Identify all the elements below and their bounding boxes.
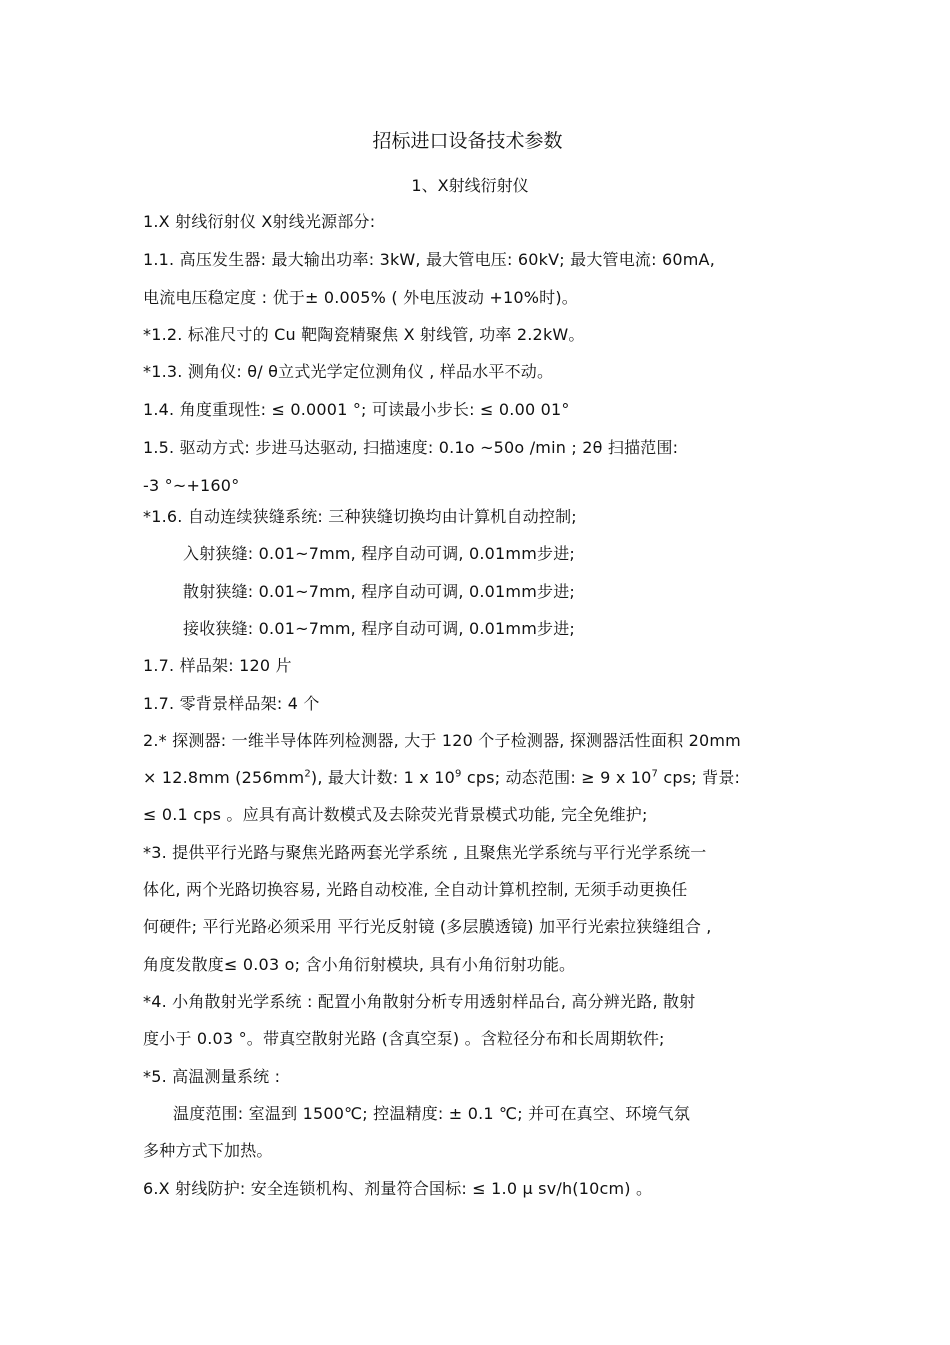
spec-line: 接收狭缝: 0.01~7mm, 程序自动可调, 0.01mm步进; bbox=[183, 619, 575, 638]
spec-line: *4. 小角散射光学系统 : 配置小角散射分析专用透射样品台, 高分辨光路, 散射 bbox=[143, 992, 696, 1011]
spec-line: *5. 高温测量系统 : bbox=[143, 1067, 281, 1086]
spec-line: 1.X 射线衍射仪 X射线光源部分: bbox=[143, 212, 376, 231]
spec-line: *1.3. 测角仪: θ/ θ立式光学定位测角仪 , 样品水平不动。 bbox=[143, 362, 554, 381]
superscript: 9 bbox=[454, 768, 462, 780]
spec-line: 2.* 探测器: 一维半导体阵列检测器, 大于 120 个子检测器, 探测器活性面积 20mm bbox=[143, 731, 741, 750]
spec-line: 度小于 0.03 °。带真空散射光路 (含真空泵) 。含粒径分布和长周期软件; bbox=[143, 1029, 665, 1048]
spec-line: *1.2. 标准尺寸的 Cu 靶陶瓷精聚焦 X 射线管, 功率 2.2kW。 bbox=[143, 325, 585, 344]
spec-line: 电流电压稳定度 : 优于± 0.005% ( 外电压波动 +10%时)。 bbox=[143, 288, 578, 307]
spec-line: 1.7. 样品架: 120 片 bbox=[143, 656, 292, 675]
spec-line: 散射狭缝: 0.01~7mm, 程序自动可调, 0.01mm步进; bbox=[183, 582, 575, 601]
superscript: 7 bbox=[651, 768, 659, 780]
spec-line: 1.4. 角度重现性: ≤ 0.0001 °; 可读最小步长: ≤ 0.00 01° bbox=[143, 400, 570, 419]
detector-spec-line bbox=[143, 766, 740, 790]
detector-text: × 12.8mm (256mm bbox=[143, 768, 305, 787]
detector-text: cps; 动态范围: ≥ 9 x 10 bbox=[461, 768, 652, 787]
spec-line: ≤ 0.1 cps 。应具有高计数模式及去除荧光背景模式功能, 完全免维护; bbox=[143, 805, 648, 824]
detector-text: ), 最大计数: 1 x 10 bbox=[310, 768, 455, 787]
spec-line: 体化, 两个光路切换容易, 光路自动校准, 全自动计算机控制, 无须手动更换任 bbox=[143, 880, 688, 899]
detector-text: cps; 背景: bbox=[658, 768, 741, 787]
spec-line: 多种方式下加热。 bbox=[143, 1141, 273, 1160]
spec-line: 1.5. 驱动方式: 步进马达驱动, 扫描速度: 0.1o ~50o /min ; 2θ 扫描范围: bbox=[143, 438, 679, 457]
spec-line: *1.6. 自动连续狭缝系统: 三种狭缝切换均由计算机自动控制; bbox=[143, 507, 577, 526]
spec-line: 入射狭缝: 0.01~7mm, 程序自动可调, 0.01mm步进; bbox=[183, 544, 575, 563]
section-heading: 1、X射线衍射仪 bbox=[411, 176, 529, 195]
superscript: 2 bbox=[304, 768, 311, 780]
spec-line: 1.1. 高压发生器: 最大输出功率: 3kW, 最大管电压: 60kV; 最大管电流: 60mA, bbox=[143, 250, 715, 269]
spec-line: 1.7. 零背景样品架: 4 个 bbox=[143, 694, 320, 713]
spec-line: -3 °~+160° bbox=[143, 476, 240, 495]
spec-line: 温度范围: 室温到 1500℃; 控温精度: ± 0.1 ℃; 并可在真空、环境气氛 bbox=[173, 1104, 691, 1123]
spec-line: 角度发散度≤ 0.03 o; 含小角衍射模块, 具有小角衍射功能。 bbox=[143, 955, 576, 974]
document-title: 招标进口设备技术参数 bbox=[372, 130, 563, 152]
spec-line: *3. 提供平行光路与聚焦光路两套光学系统 , 且聚焦光学系统与平行光学系统一 bbox=[143, 843, 707, 862]
spec-line: 何硬件; 平行光路必须采用 平行光反射镜 (多层膜透镜) 加平行光索拉狭缝组合 , bbox=[143, 917, 712, 936]
spec-line: 6.X 射线防护: 安全连锁机构、剂量符合国标: ≤ 1.0 μ sv/h(10cm) 。 bbox=[143, 1179, 653, 1198]
